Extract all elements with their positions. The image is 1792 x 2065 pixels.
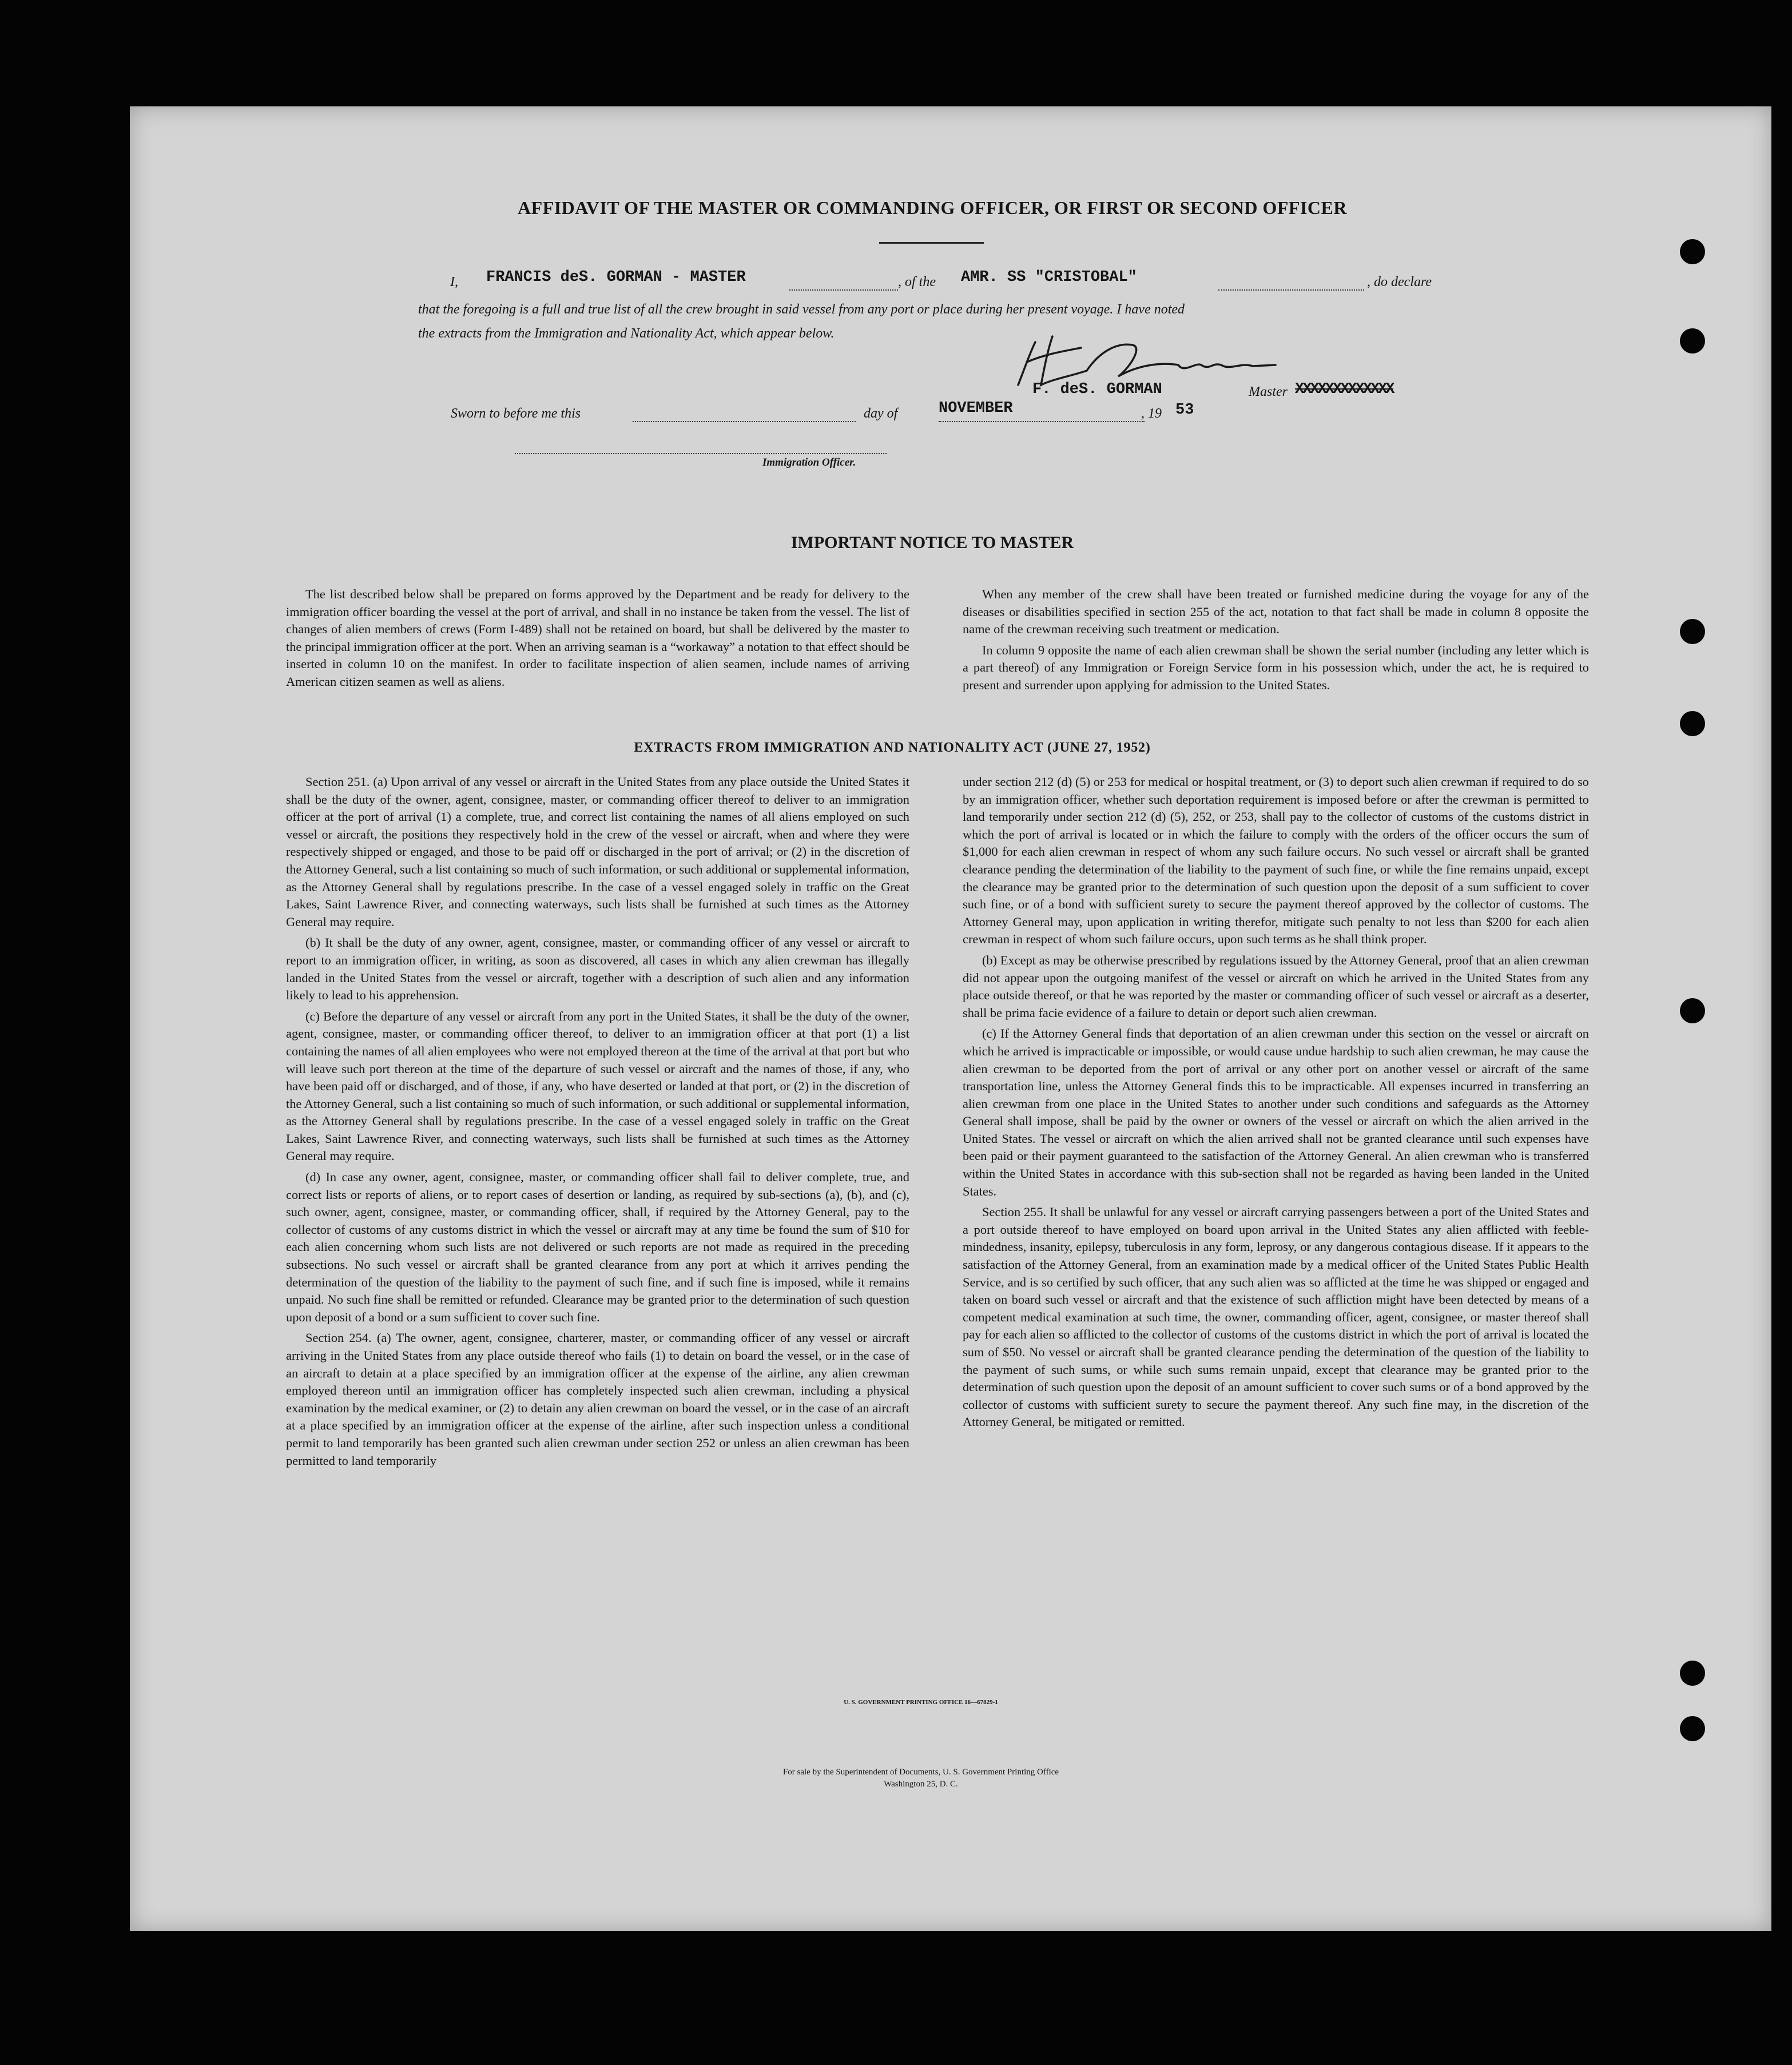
- notice-right-column: [963, 586, 1589, 698]
- signer-typed-name: F. deS. GORMAN: [1032, 381, 1162, 398]
- fill-line: [789, 289, 898, 291]
- notice-paragraph: The list described below shall be prepared on forms approved by the Department and be ready for delivery to the immigration officer boarding the vessel at the port of arrival, and shall in no instance be taken from the vessel. The list of changes of alien members of crews (Form I-489) shall not be retained on board, but shall be delivered by the master to the principal immigration officer at the port. When an arriving seaman is a “workaway” a notation to that effect should be inserted in column 10 on the manifest. In order to facilitate inspection of alien seamen, include names of arriving American citizen seamen as well as aliens.: [286, 587, 909, 689]
- notice-paragraph: In column 9 opposite the name of each alien crewman shall be shown the serial number (including any letter which is a part thereof) of any Immigration or Foreign Service form in his possession which, under the act, he is required to present and surrender upon applying for admission to the United States.: [963, 642, 1589, 692]
- declaration-prefix: I,: [450, 275, 458, 289]
- extract-paragraph: Section 251. (a) Upon arrival of any vessel or aircraft in the United States from any place outside the United States it shall be the duty of the owner, agent, consignee, master, or commanding officer thereof to deliver to an immigration officer at the port of arrival (1) a complete, true, and correct list containing the names of all aliens employed on such vessel or aircraft, the positions they respectively hold in the crew of the vessel or aircraft, when and where they were respectively shipped or engaged, and those to be paid off or discharged in the port of arrival; or (2) in the discretion of the Attorney General, such a list containing so much of such information, or such additional or supplemental information, as the Attorney General shall by regulations prescribe. In the case of a vessel engaged solely in traffic on the Great Lakes, Saint Lawrence River, and connecting waterways, such lists shall be furnished at such times as the Attorney General may require.: [286, 775, 909, 929]
- affidavit-title: AFFIDAVIT OF THE MASTER OR COMMANDING OFFICER, OR FIRST OR SECOND OFFICER: [518, 197, 1347, 218]
- extract-paragraph: (c) If the Attorney General finds that deportation of an alien crewman under this section on the vessel or aircraft on which he arrived is impracticable or impossible, or would cause undue hardship to such alien crewman, he may cause the alien crewman to be deported from the port of arrival or any other port on another vessel or aircraft of the same transportation line, unless the Attorney General finds this to be impracticable. All expenses incurred in transferring an alien crewman from one place in the United States to another under such conditions and safeguards as the Attorney General shall impose, shall be paid by the owner or owners of the vessel or aircraft on which the alien arrived in the United States. The vessel or aircraft on which the alien arrived shall not be granted clearance until such expenses have been paid or their payment guaranteed to the satisfaction of the Attorney General. An alien crewman who is transferred within the United States in accordance with this sub-section shall not be regarded as having been landed in the United States.: [963, 1026, 1589, 1198]
- sworn-month: NOVEMBER: [939, 400, 1013, 417]
- title-divider: [879, 242, 984, 244]
- extract-paragraph: under section 212 (d) (5) or 253 for medical or hospital treatment, or (3) to deport such alien crewman if required to do so by an immigration officer, whether such deportation requirement is imposed before or after the crewman is permitted to land temporarily under section 212 (d) (5), 252, or 253, shall pay to the collector of customs of the customs district in which the port of arrival is located or in which the failure to comply with the orders of the officer occurs the sum of $1,000 for each alien crewman in respect of whom any such failure occurs. No such vessel or aircraft shall be granted clearance pending the determination of the liability to the payment of such fine, or while the fine remains unpaid, except the clearance may be granted prior to the determination of such question upon the deposit of a sum sufficient to cover such fine, or of a bond with sufficient surety to secure the payment thereof approved by the collector of customs. The Attorney General may, upon application in writing therefor, mitigate such penalty to not less than $200 for each alien crewman in respect of whom such failure occurs, upon such terms as he shall think proper.: [963, 775, 1589, 947]
- extract-paragraph: Section 254. (a) The owner, agent, consignee, charterer, master, or commanding officer of any vessel or aircraft arriving in the United States from any place outside thereof who fails (1) to detain on board the vessel, or in the case of an aircraft to detain at a place specified by an immigration officer at the expense of the airline, any alien crewman employed thereon until an immigration officer has completely inspected such alien crewman, including a physical examination by the medical examiner, or (2) to detain any alien crewman on board the vessel, or in the case of an aircraft at a place specified by an immigration officer at the expense of the airline, after such inspection unless a conditional permit to land temporarily has been granted such alien crewman under section 252 or unless an alien crewman has been permitted to land temporarily: [286, 1331, 909, 1468]
- extracts-right-column: [963, 773, 1589, 1435]
- gpo-imprint: U. S. GOVERNMENT PRINTING OFFICE 16—67829-1: [844, 1699, 998, 1706]
- sworn-year: 53: [1175, 402, 1194, 419]
- sale-notice-line-2: Washington 25, D. C.: [884, 1780, 958, 1789]
- declaration-line-2: that the foregoing is a full and true list of all the crew brought in said vessel from any port or place during her present voyage. I have noted: [418, 302, 1185, 317]
- notice-paragraph: When any member of the crew shall have been treated or furnished medicine during the voyage for any of the diseases or disabilities specified in section 255 of the act, notation to that fact shall be made in column 8 opposite the name of the crewman receiving such treatment or medication.: [963, 587, 1589, 637]
- fill-line: [939, 421, 1145, 422]
- punch-hole: [1680, 998, 1705, 1023]
- declaration-line-3: the extracts from the Immigration and Nationality Act, which appear below.: [418, 326, 835, 341]
- declaration-of-the: , of the: [898, 275, 936, 289]
- extract-paragraph: Section 255. It shall be unlawful for any vessel or aircraft carrying passengers between a port of the United States and a port outside thereof to have employed on board upon arrival in the United States any alien afflicted with feeble-mindedness, insanity, epilepsy, tuberculosis in any form, leprosy, or any dangerous contagious disease. If it appears to the satisfaction of the Attorney General, from an examination made by a medical officer of the United States Public Health Service, and is so certified by such officer, that any such alien was so afflicted at the time he was shipped or engaged and taken on board such vessel or aircraft and that the existence of such affliction might have been detected by means of a competent medical examination at such time, the owner, commanding officer, agent, consignee, or master thereof shall pay for each alien so afflicted to the collector of customs of the customs district in which the port of arrival is located the sum of $50. No vessel or aircraft shall be granted clearance pending the determination of the question of the liability to the payment of such sums, or while such sums remain unpaid, except that clearance may be granted prior to the determination of such question upon the deposit of an amount sufficient to cover such sums or of a bond approved by the collector of customs with sufficient surety to secure the payment thereof. Any such fine may, in the discretion of the Attorney General, be mitigated or remitted.: [963, 1205, 1589, 1429]
- notice-title: IMPORTANT NOTICE TO MASTER: [790, 533, 1074, 552]
- extract-paragraph: (b) Except as may be otherwise prescribed by regulations issued by the Attorney General, proof that an alien crewman did not appear upon the outgoing manifest of the vessel or aircraft on which he arrived in the United States from any place outside thereof, or that he was reported by the master or commanding officer of such vessel or aircraft as a deserter, shall be prima facie evidence of a failure to detain or deport such alien crewman.: [963, 952, 1589, 1020]
- declaration-do-declare: , do declare: [1367, 275, 1432, 289]
- punch-hole: [1680, 239, 1705, 264]
- master-name: FRANCIS deS. GORMAN - MASTER: [486, 269, 746, 286]
- extract-paragraph: (d) In case any owner, agent, consignee, master, or commanding officer shall fail to deliver complete, true, and correct lists or reports of aliens, or to report cases of desertion or landing, as required by sub-sections (a), (b), and (c), such owner, agent, consignee, master, or commanding officer, shall, if required by the Attorney General, pay to the collector of customs of any customs district in which the vessel or aircraft may at any time be found the sum of $10 for each alien concerning whom such lists are not delivered or such reports are not made as required in the preceding subsections. No such vessel or aircraft shall be granted clearance from any port at which it arrives pending the determination of the question of the liability to the payment of such fine, and if such fine is imposed, while it remains unpaid. No such fine shall be remitted or refunded. Clearance may be granted prior to the determination of such question upon deposit of a bond or a sum sufficient to cover such fine.: [286, 1170, 909, 1324]
- punch-hole: [1680, 1716, 1705, 1741]
- sworn-day-of: day of: [864, 406, 898, 421]
- fill-line: [633, 421, 856, 422]
- extracts-title: EXTRACTS FROM IMMIGRATION AND NATIONALITY ACT (JUNE 27, 1952): [634, 740, 1151, 755]
- sworn-year-prefix: , 19: [1141, 406, 1162, 421]
- vessel-name: AMR. SS "CRISTOBAL": [961, 269, 1137, 286]
- extract-paragraph: (b) It shall be the duty of any owner, agent, consignee, master, or commanding officer of any vessel or aircraft to report to an immigration officer, in writing, as soon as discovered, all cases in which any alien crewman has illegally landed in the United States from the vessel or aircraft, together with a description of such alien and any information likely to lead to his apprehension.: [286, 935, 909, 1003]
- sale-notice-line-1: For sale by the Superintendent of Documents, U. S. Government Printing Office: [782, 1768, 1059, 1777]
- punch-hole: [1680, 619, 1705, 644]
- extract-paragraph: (c) Before the departure of any vessel or aircraft from any port in the United States, it shall be the duty of the owner, agent, consignee, master, or commanding officer thereof, to deliver to an immigration officer at that port (1) a list containing the names of all alien employees who were not employed thereon at the time of the arrival at that port but who will leave such port thereon at the time of the departure of such vessel or aircraft and the names of those, if any, who have been paid off or discharged, and of those, if any, who have deserted or landed at that port, or (2) in the discretion of the Attorney General, such a list containing so much of such information, or such additional or supplemental information, as the Attorney General shall by regulations prescribe. In the case of a vessel engaged solely in traffic on the Great Lakes, Saint Lawrence River, and connecting waterways, such lists shall be furnished at such times as the Attorney General may require.: [286, 1008, 909, 1163]
- immigration-officer-line: [515, 453, 887, 454]
- punch-hole: [1680, 328, 1705, 354]
- punch-hole: [1680, 1661, 1705, 1686]
- fill-line: [1218, 289, 1364, 291]
- immigration-officer-label: Immigration Officer.: [762, 456, 856, 468]
- punch-hole: [1680, 711, 1705, 736]
- struck-role: XXXXXXXXXXXXX: [1295, 381, 1393, 398]
- notice-left-column: [286, 586, 909, 694]
- signer-role: Master: [1249, 384, 1288, 399]
- sworn-label: Sworn to before me this: [451, 406, 581, 421]
- extracts-left-column: [286, 773, 909, 1473]
